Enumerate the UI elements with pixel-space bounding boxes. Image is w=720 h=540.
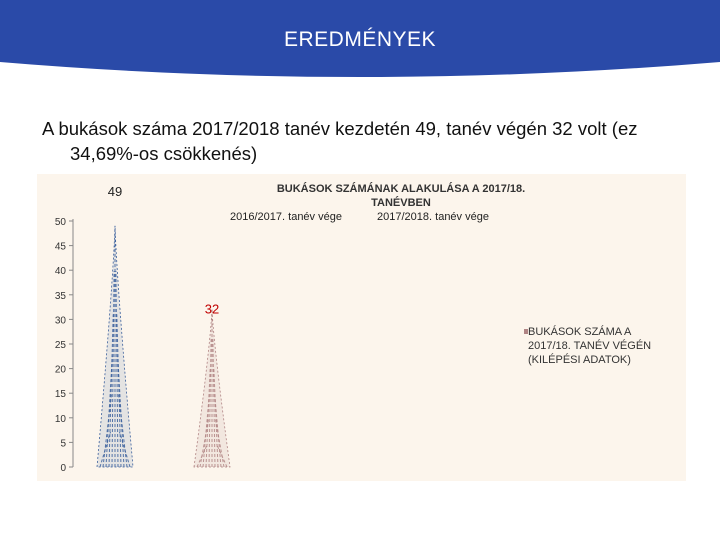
slide-title: EREDMÉNYEK bbox=[283, 28, 437, 51]
chart-bars-layer bbox=[97, 184, 230, 467]
chart-title-line-2: TANÉVBEN bbox=[371, 197, 431, 209]
slide-subtitle: A bukások száma 2017/2018 tanév kezdetén 49, tanév végén 32 volt (ez 34,69%-os csökkenés) bbox=[42, 118, 638, 164]
bar-outline bbox=[194, 310, 230, 467]
chart-axis-layer bbox=[55, 217, 73, 474]
y-tick-label: 45 bbox=[54, 241, 66, 253]
y-tick-label: 50 bbox=[54, 217, 66, 228]
chart-title-line-1: BUKÁSOK SZÁMÁNAK ALAKULÁSA A 2017/18. bbox=[276, 183, 526, 195]
y-tick-label: 0 bbox=[60, 463, 66, 474]
bar-1 bbox=[97, 226, 133, 467]
legend-line-3: (KILÉPÉSI ADATOK) bbox=[528, 354, 631, 366]
category-label-1: 2016/2017. tanév vége bbox=[230, 211, 342, 223]
bar-2 bbox=[194, 310, 230, 467]
chart-text-layer bbox=[230, 182, 651, 366]
header-banner bbox=[0, 0, 720, 82]
y-tick-label: 15 bbox=[54, 389, 66, 401]
y-tick-label: 20 bbox=[54, 364, 66, 376]
y-tick-label: 25 bbox=[54, 340, 66, 351]
y-tick-label: 30 bbox=[54, 315, 66, 327]
category-label-2: 2017/2018. tanév vége bbox=[377, 211, 489, 223]
data-label-2: 32 bbox=[204, 301, 220, 317]
chart-area bbox=[37, 174, 686, 481]
y-tick-label: 35 bbox=[54, 290, 66, 302]
bar-chart bbox=[37, 174, 686, 481]
y-tick-label: 40 bbox=[54, 266, 66, 278]
y-tick-label: 10 bbox=[54, 413, 66, 425]
legend-line-2: 2017/18. TANÉV VÉGÉN bbox=[528, 340, 652, 352]
y-tick-label: 5 bbox=[60, 438, 66, 450]
legend-line-1: BUKÁSOK SZÁMA A bbox=[528, 326, 632, 338]
data-label-1: 49 bbox=[107, 184, 123, 199]
